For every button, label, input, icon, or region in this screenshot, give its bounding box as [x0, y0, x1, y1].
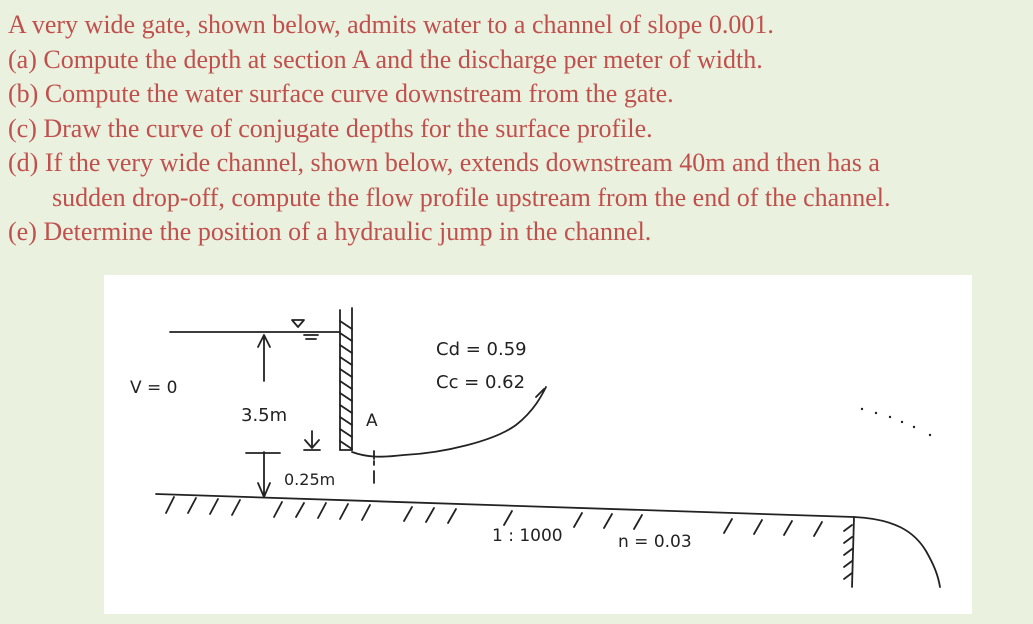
problem-line-a: (a) Compute the depth at section A and the discharge per meter of width.	[8, 44, 763, 74]
jet-surface	[352, 387, 546, 457]
end-wall-hatch	[844, 525, 852, 579]
channel-diagram	[104, 275, 972, 614]
section-a-label: A	[366, 411, 378, 431]
end-wall	[852, 517, 854, 587]
falling-nappe	[854, 517, 940, 587]
slope-label: 1 : 1000	[492, 526, 563, 546]
far-water-surface-dots	[861, 408, 931, 436]
contraction-coefficient-label: Cc = 0.62	[436, 372, 526, 393]
velocity-label: V = 0	[130, 378, 178, 398]
gate-hatch	[340, 321, 352, 449]
problem-statement	[8, 8, 1028, 250]
channel-figure	[104, 275, 972, 614]
problem-line-d-continued: sudden drop-off, compute the flow profile upstream from the end of the channel.	[52, 182, 891, 212]
problem-line-c: (c) Draw the curve of conjugate depths for the surface profile.	[8, 113, 653, 143]
gate-opening-label: 0.25m	[284, 470, 336, 489]
channel-bed	[156, 494, 854, 517]
problem-line-b: (b) Compute the water surface curve downstream from the gate.	[8, 79, 674, 108]
discharge-coefficient-label: Cd = 0.59	[436, 339, 527, 360]
water-surface-marker	[292, 320, 318, 339]
gate-arrow	[304, 431, 320, 450]
problem-line-e: (e) Determine the position of a hydraulic jump in the channel.	[8, 217, 652, 246]
problem-line-intro: A very wide gate, shown below, admits water to a channel of slope 0.001.	[8, 10, 774, 39]
problem-line-d: (d) If the very wide channel, shown below, extends downstream 40m and then has a	[8, 148, 880, 177]
manning-label: n = 0.03	[618, 532, 692, 552]
upstream-depth-label: 3.5m	[241, 405, 288, 426]
depth-arrow-bottom	[258, 452, 270, 497]
depth-arrow-top	[258, 335, 270, 381]
